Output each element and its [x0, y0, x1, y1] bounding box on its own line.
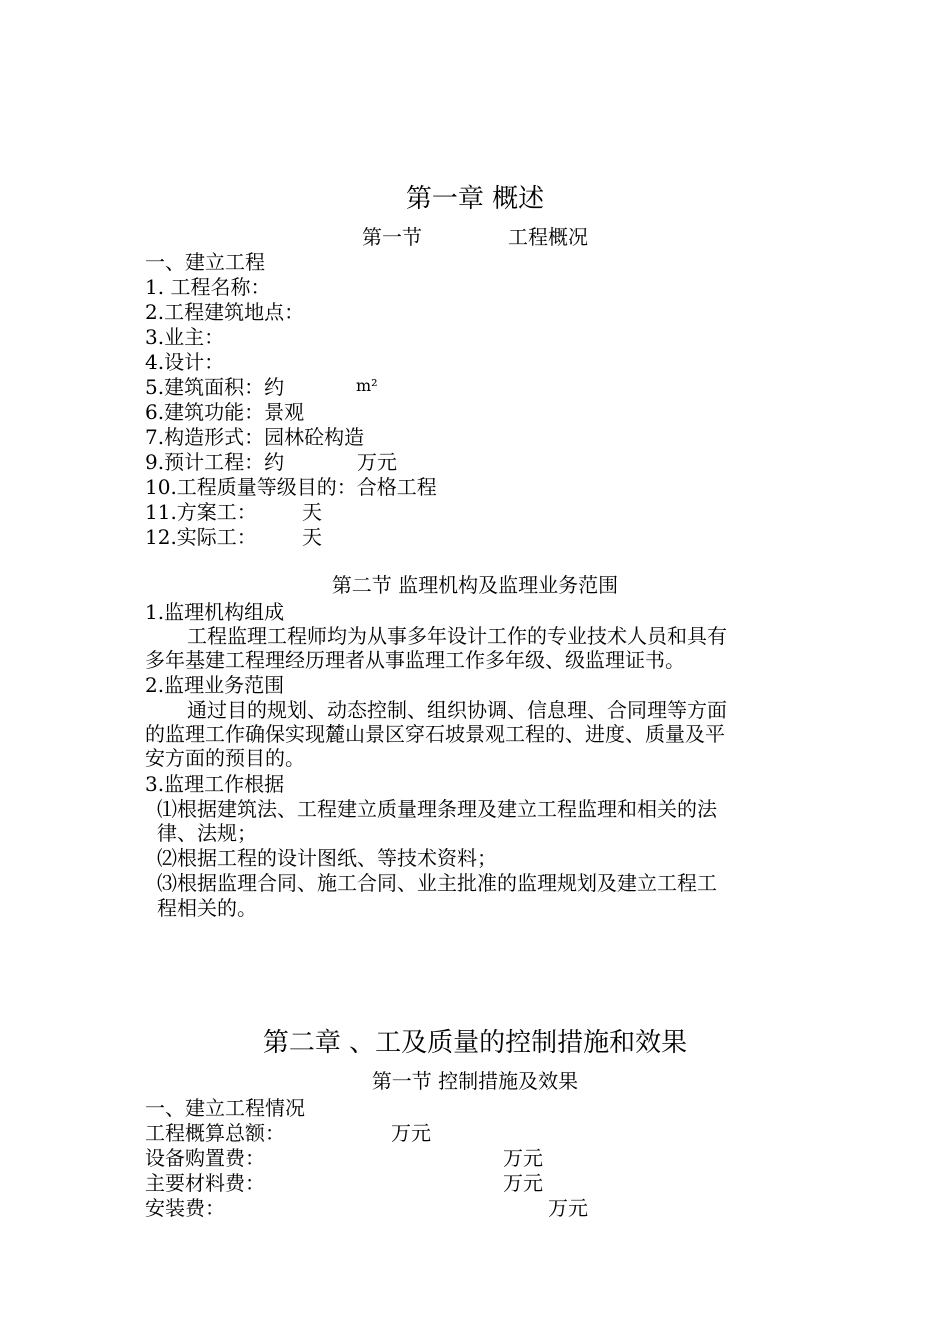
planned-duration-unit: 天	[302, 500, 322, 524]
installation-cost-label: 安装费：	[145, 1196, 225, 1220]
material-cost-label: 主要材料费：	[145, 1171, 265, 1195]
actual-duration-label: 12.实际工：	[145, 525, 257, 549]
basis-item-3-line-2: 程相关的。	[157, 896, 257, 920]
section-1-1-number: 第一节	[362, 225, 422, 249]
chapter-1-title: 第一章 概述	[405, 184, 545, 214]
estimated-cost-label: 9.预计工程：约	[145, 450, 285, 474]
total-budget-unit: 万元	[391, 1121, 431, 1145]
basis-heading: 3.监理工作根据	[145, 772, 285, 796]
planned-duration-label: 11.方案工：	[145, 500, 257, 524]
section-2-1-title: 第一节 控制措施及效果	[371, 1069, 579, 1093]
design-label: 4.设计：	[145, 350, 225, 374]
project-location-label: 2.工程建筑地点：	[145, 300, 305, 324]
org-paragraph-line-1: 工程监理工程师均为从事多年设计工作的专业技术人员和具有	[187, 624, 727, 648]
scope-heading: 2.监理业务范围	[145, 673, 285, 697]
equipment-cost-label: 设备购置费：	[145, 1146, 265, 1170]
org-heading: 1.监理机构组成	[145, 600, 285, 624]
basis-item-1-line-2: 律、法规；	[157, 821, 257, 845]
actual-duration-unit: 天	[302, 525, 322, 549]
quality-target-label: 10.工程质量等级目的：合格工程	[145, 475, 437, 499]
scope-paragraph-line-1: 通过目的规划、动态控制、组织协调、信息理、合同理等方面	[187, 698, 727, 722]
building-function-label: 6.建筑功能：景观	[145, 400, 305, 424]
scope-paragraph-line-3: 安方面的预目的。	[145, 746, 305, 770]
project-heading: 一、建立工程	[145, 250, 265, 274]
section-1-1-name: 工程概况	[508, 225, 588, 249]
building-area-unit: m²	[356, 376, 378, 395]
total-budget-label: 工程概算总额：	[145, 1121, 285, 1145]
scope-paragraph-line-2: 的监理工作确保实现麓山景区穿石坡景观工程的、进度、质量及平	[145, 722, 725, 746]
installation-cost-unit: 万元	[548, 1196, 588, 1220]
project-name-label: 1. 工程名称：	[145, 275, 271, 299]
org-paragraph-line-2: 多年基建工程理经历理者从事监理工作多年级、级监理证书。	[145, 648, 685, 672]
basis-item-1-line-1: ⑴根据建筑法、工程建立质量理条理及建立工程监理和相关的法	[157, 797, 717, 821]
equipment-cost-unit: 万元	[503, 1146, 543, 1170]
section-1-1-title	[0, 224, 950, 250]
chapter-2-title: 第二章 、工及质量的控制措施和效果	[262, 1028, 688, 1058]
project-status-heading: 一、建立工程情况	[145, 1096, 305, 1120]
section-1-2-title: 第二节 监理机构及监理业务范围	[331, 573, 619, 597]
basis-item-3-line-1: ⑶根据监理合同、施工合同、业主批准的监理规划及建立工程工	[157, 871, 717, 895]
building-area-label: 5.建筑面积：约	[145, 375, 285, 399]
basis-item-2: ⑵根据工程的设计图纸、等技术资料；	[157, 846, 497, 870]
structure-form-label: 7.构造形式：园林砼构造	[145, 425, 365, 449]
estimated-cost-unit: 万元	[357, 450, 397, 474]
owner-label: 3.业主：	[145, 325, 225, 349]
material-cost-unit: 万元	[503, 1171, 543, 1195]
